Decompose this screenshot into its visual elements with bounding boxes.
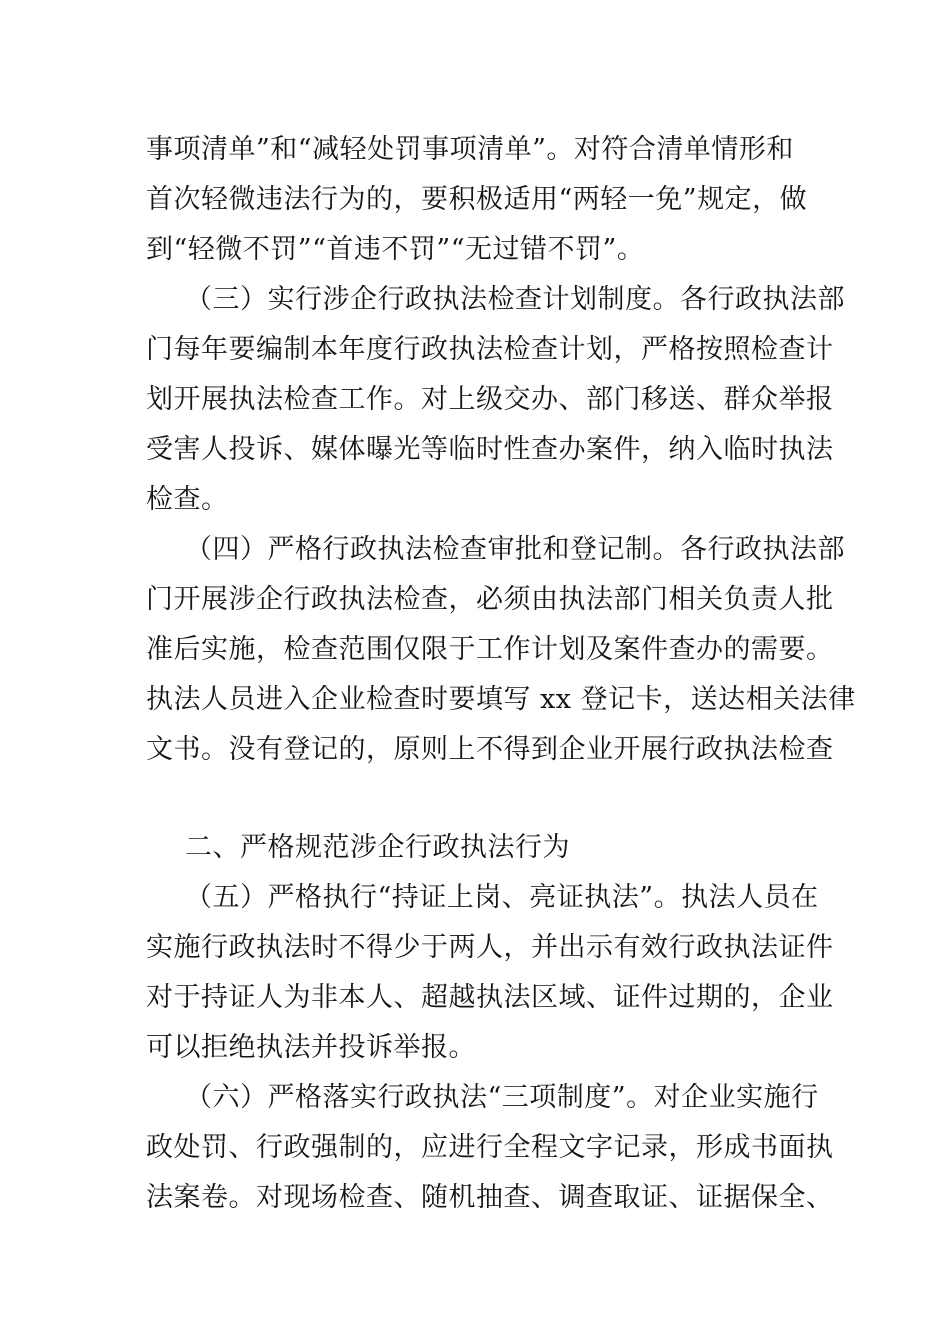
body-text-line: 首次轻微违法行为的，要积极适用“两轻一免”规定，做 bbox=[146, 184, 808, 215]
body-text-line: 可以拒绝执法并投诉举报。 bbox=[146, 1032, 476, 1063]
body-text-line: 划开展执法检查工作。对上级交办、部门移送、群众举报 bbox=[146, 384, 834, 415]
section-heading: 二、严格规范涉企行政执法行为 bbox=[185, 832, 570, 863]
body-text-line: 法案卷。对现场检查、随机抽查、调查取证、证据保全、 bbox=[146, 1182, 834, 1213]
body-text-line: 检查。 bbox=[146, 484, 229, 515]
body-text-line: 受害人投诉、媒体曝光等临时性查办案件，纳入临时执法 bbox=[146, 434, 834, 465]
body-text-line: 门每年要编制本年度行政执法检查计划，严格按照检查计 bbox=[146, 334, 834, 365]
body-text-line: 准后实施，检查范围仅限于工作计划及案件查办的需要。 bbox=[146, 634, 834, 665]
body-text-line: 事项清单”和“减轻处罚事项清单”。对符合清单情形和 bbox=[146, 134, 794, 165]
body-text-line: 文书。没有登记的，原则上不得到企业开展行政执法检查 bbox=[146, 734, 834, 765]
body-text-line: 到“轻微不罚”“首违不罚”“无过错不罚”。 bbox=[146, 234, 645, 265]
paragraph-first-line: （六）严格落实行政执法“三项制度”。对企业实施行 bbox=[185, 1082, 819, 1113]
body-text-line: 对于持证人为非本人、超越执法区域、证件过期的，企业 bbox=[146, 982, 834, 1013]
paragraph-first-line: （五）严格执行“持证上岗、亮证执法”。执法人员在 bbox=[185, 882, 819, 913]
body-text-line: 执法人员进入企业检查时要填写 xx 登记卡，送达相关法律 bbox=[146, 684, 856, 715]
body-text-line: 政处罚、行政强制的，应进行全程文字记录，形成书面执 bbox=[146, 1132, 834, 1163]
paragraph-first-line: （三）实行涉企行政执法检查计划制度。各行政执法部 bbox=[185, 284, 845, 315]
body-text-line: 门开展涉企行政执法检查，必须由执法部门相关负责人批 bbox=[146, 584, 834, 615]
body-text-line: 实施行政执法时不得少于两人，并出示有效行政执法证件 bbox=[146, 932, 834, 963]
paragraph-first-line: （四）严格行政执法检查审批和登记制。各行政执法部 bbox=[185, 534, 845, 565]
